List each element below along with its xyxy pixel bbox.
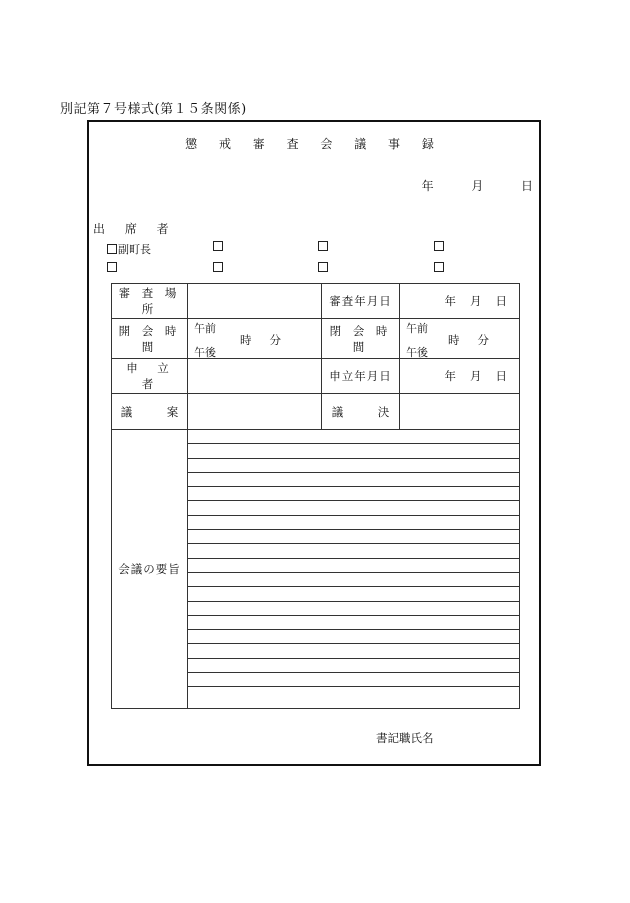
summary-lines (188, 430, 519, 687)
applicant-field[interactable] (188, 359, 322, 394)
summary-ruled-line[interactable] (188, 487, 519, 501)
year-label: 年 (444, 294, 456, 308)
minute-label: 分 (269, 332, 299, 347)
attendee-label: 副町長 (118, 243, 151, 256)
attendee-checkbox-deputy-mayor[interactable] (107, 241, 151, 257)
pm-label: 午後 (406, 345, 428, 359)
summary-ruled-line[interactable] (188, 602, 519, 616)
attendee-checkbox[interactable] (318, 241, 329, 251)
open-time-label: 開 会 時 間 (112, 319, 188, 359)
document-frame (87, 120, 541, 766)
attendee-checkbox[interactable] (213, 262, 224, 272)
resolution-field[interactable] (400, 394, 520, 430)
summary-ruled-line[interactable] (188, 673, 519, 687)
checkbox-square-icon (434, 262, 444, 272)
exam-date-field[interactable] (400, 284, 520, 319)
document-date (422, 177, 533, 194)
form-number-note: 別記第７号様式(第１５条関係) (60, 102, 247, 117)
apply-date-label: 申立年月日 (322, 359, 400, 394)
minute-label: 分 (477, 332, 507, 347)
month-label: 月 (470, 294, 482, 308)
agenda-field[interactable] (188, 394, 322, 430)
attendee-checkbox[interactable] (434, 262, 445, 272)
venue-label: 審 査 場 所 (112, 284, 188, 319)
exam-date-label: 審査年月日 (322, 284, 400, 319)
am-label: 午前 (406, 321, 428, 335)
year-label: 年 (444, 369, 456, 383)
close-time-field[interactable] (400, 319, 520, 359)
attendees-label: 出 席 者 (93, 222, 177, 236)
attendee-checkbox[interactable] (213, 241, 224, 251)
checkbox-square-icon (107, 262, 117, 272)
summary-ruled-line[interactable] (188, 473, 519, 487)
summary-label: 会議の要旨 (112, 430, 188, 709)
attendee-checkbox[interactable] (434, 241, 445, 251)
date-year-label: 年 (421, 179, 434, 193)
summary-ruled-line[interactable] (188, 501, 519, 515)
summary-ruled-line[interactable] (188, 530, 519, 544)
summary-field[interactable] (188, 430, 520, 709)
summary-ruled-line[interactable] (188, 644, 519, 658)
clerk-name-label: 書記職氏名 (376, 731, 434, 745)
summary-ruled-line[interactable] (188, 659, 519, 673)
agenda-label: 議 案 (112, 394, 188, 430)
checkbox-square-icon (213, 262, 223, 272)
apply-date-field[interactable] (400, 359, 520, 394)
close-time-label: 閉 会 時 間 (322, 319, 400, 359)
am-label: 午前 (194, 321, 216, 335)
hour-label: 時 (240, 332, 270, 347)
venue-field[interactable] (188, 284, 322, 319)
checkbox-square-icon (213, 241, 223, 251)
day-label: 日 (495, 369, 507, 383)
applicant-label: 申 立 者 (112, 359, 188, 394)
summary-ruled-line[interactable] (188, 587, 519, 601)
summary-ruled-line[interactable] (188, 559, 519, 573)
attendee-checkbox[interactable] (107, 262, 118, 272)
summary-ruled-line[interactable] (188, 444, 519, 458)
date-day-label: 日 (520, 179, 533, 193)
checkbox-square-icon (318, 241, 328, 251)
minutes-table (111, 283, 520, 709)
summary-ruled-line[interactable] (188, 616, 519, 630)
document-title: 懲 戒 審 査 会 議 事 録 (185, 137, 443, 151)
date-month-label: 月 (471, 179, 484, 193)
checkbox-square-icon (107, 244, 117, 254)
checkbox-square-icon (434, 241, 444, 251)
day-label: 日 (495, 294, 507, 308)
open-time-field[interactable] (188, 319, 322, 359)
month-label: 月 (470, 369, 482, 383)
summary-ruled-line[interactable] (188, 573, 519, 587)
summary-ruled-line[interactable] (188, 430, 519, 444)
attendee-checkbox[interactable] (318, 262, 329, 272)
pm-label: 午後 (194, 345, 216, 359)
summary-ruled-line[interactable] (188, 516, 519, 530)
resolution-label: 議 決 (322, 394, 400, 430)
summary-ruled-line[interactable] (188, 459, 519, 473)
summary-ruled-line[interactable] (188, 630, 519, 644)
summary-ruled-line[interactable] (188, 544, 519, 558)
checkbox-square-icon (318, 262, 328, 272)
hour-label: 時 (448, 332, 478, 347)
